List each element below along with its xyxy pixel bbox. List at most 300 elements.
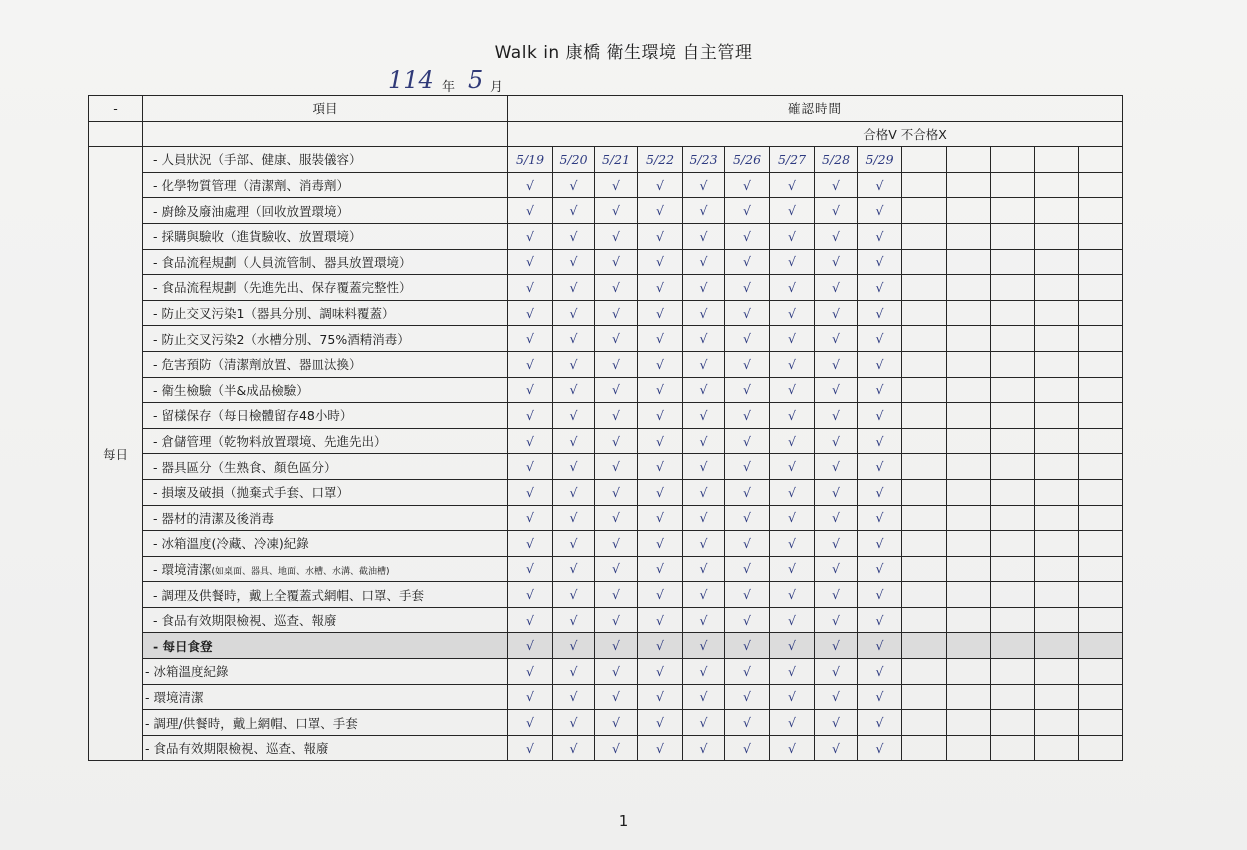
check-mark-cell: √ (638, 275, 683, 301)
empty-check-cell (1035, 326, 1079, 352)
check-mark-cell: √ (683, 582, 725, 608)
check-mark-cell: √ (725, 275, 770, 301)
empty-check-cell (1079, 735, 1123, 761)
empty-check-cell (1079, 556, 1123, 582)
check-mark-cell: √ (508, 735, 553, 761)
empty-check-cell (947, 607, 991, 633)
item-label (143, 556, 508, 582)
month-handwritten: 5 (468, 66, 484, 94)
check-mark-cell: √ (770, 300, 815, 326)
check-mark-cell: √ (595, 454, 638, 480)
empty-check-cell (991, 249, 1035, 275)
check-mark-cell: √ (683, 300, 725, 326)
table-row (89, 454, 1123, 480)
check-mark-cell: √ (815, 659, 858, 685)
check-mark-cell: √ (770, 582, 815, 608)
check-mark-cell: √ (638, 428, 683, 454)
date-cell: 5/20 (553, 147, 595, 173)
empty-check-cell (991, 172, 1035, 198)
check-mark-cell: √ (725, 479, 770, 505)
check-mark-cell: √ (508, 479, 553, 505)
empty-check-cell (902, 428, 947, 454)
check-mark-cell: √ (638, 556, 683, 582)
check-mark-cell: √ (725, 428, 770, 454)
empty-check-cell (947, 351, 991, 377)
table-row (89, 249, 1123, 275)
check-mark-cell: √ (508, 454, 553, 480)
check-mark-cell: √ (770, 735, 815, 761)
check-mark-cell: √ (683, 172, 725, 198)
empty-check-cell (1079, 223, 1123, 249)
check-mark-cell: √ (553, 582, 595, 608)
check-mark-cell: √ (858, 198, 902, 224)
check-mark-cell: √ (683, 223, 725, 249)
check-mark-cell: √ (858, 582, 902, 608)
check-mark-cell: √ (638, 326, 683, 352)
empty-check-cell (947, 249, 991, 275)
empty-check-cell (1035, 300, 1079, 326)
empty-check-cell (902, 454, 947, 480)
check-mark-cell: √ (815, 710, 858, 736)
empty-check-cell (902, 684, 947, 710)
check-mark-cell: √ (815, 172, 858, 198)
check-mark-cell: √ (553, 684, 595, 710)
empty-check-cell (991, 275, 1035, 301)
check-mark-cell: √ (815, 377, 858, 403)
check-mark-cell: √ (683, 710, 725, 736)
check-mark-cell: √ (858, 659, 902, 685)
check-mark-cell: √ (815, 351, 858, 377)
empty-check-cell (902, 275, 947, 301)
empty-check-cell (947, 147, 991, 173)
check-mark-cell: √ (683, 505, 725, 531)
month-label: 月 (490, 80, 504, 95)
empty-check-cell (1079, 198, 1123, 224)
check-mark-cell: √ (858, 735, 902, 761)
empty-check-cell (1035, 479, 1079, 505)
empty-check-cell (902, 735, 947, 761)
check-mark-cell: √ (553, 710, 595, 736)
empty-check-cell (1079, 326, 1123, 352)
check-mark-cell: √ (858, 505, 902, 531)
empty-check-cell (1035, 403, 1079, 429)
empty-check-cell (1079, 275, 1123, 301)
check-mark-cell: √ (770, 351, 815, 377)
category-daily: 每日 (89, 147, 143, 761)
check-mark-cell: √ (508, 633, 553, 659)
check-mark-cell: √ (595, 479, 638, 505)
check-mark-cell: √ (858, 275, 902, 301)
empty-check-cell (1079, 351, 1123, 377)
item-label (143, 147, 508, 173)
empty-check-cell (902, 249, 947, 275)
empty-check-cell (1035, 223, 1079, 249)
empty-check-cell (991, 454, 1035, 480)
empty-check-cell (991, 147, 1035, 173)
table-row (89, 531, 1123, 557)
check-mark-cell: √ (638, 684, 683, 710)
empty-check-cell (991, 198, 1035, 224)
check-mark-cell: √ (683, 403, 725, 429)
empty-check-cell (1035, 556, 1079, 582)
check-mark-cell: √ (553, 198, 595, 224)
item-text: - 冰箱溫度紀錄 (145, 664, 229, 680)
empty-check-cell (1079, 710, 1123, 736)
check-mark-cell: √ (858, 377, 902, 403)
table-row (89, 198, 1123, 224)
empty-check-cell (902, 377, 947, 403)
check-mark-cell: √ (815, 735, 858, 761)
empty-check-cell (947, 659, 991, 685)
item-text: - 防止交叉污染2（水槽分別、75%酒精消毒） (153, 331, 410, 347)
check-mark-cell: √ (683, 351, 725, 377)
item-label (143, 223, 508, 249)
check-mark-cell: √ (638, 223, 683, 249)
check-mark-cell: √ (815, 275, 858, 301)
check-mark-cell: √ (553, 505, 595, 531)
check-mark-cell: √ (508, 223, 553, 249)
empty-check-cell (991, 633, 1035, 659)
check-mark-cell: √ (595, 428, 638, 454)
item-text: - 人員狀況（手部、健康、服裝儀容） (153, 152, 362, 168)
check-mark-cell: √ (858, 531, 902, 557)
check-mark-cell: √ (683, 428, 725, 454)
check-mark-cell: √ (683, 198, 725, 224)
check-mark-cell: √ (683, 531, 725, 557)
item-label (143, 198, 508, 224)
check-mark-cell: √ (858, 556, 902, 582)
empty-check-cell (991, 428, 1035, 454)
check-mark-cell: √ (858, 454, 902, 480)
empty-check-cell (947, 300, 991, 326)
check-mark-cell: √ (815, 300, 858, 326)
empty-check-cell (1079, 633, 1123, 659)
check-mark-cell: √ (553, 531, 595, 557)
check-mark-cell: √ (508, 505, 553, 531)
check-mark-cell: √ (508, 172, 553, 198)
check-mark-cell: √ (595, 531, 638, 557)
check-mark-cell: √ (553, 403, 595, 429)
empty-check-cell (947, 505, 991, 531)
item-label (143, 275, 508, 301)
check-mark-cell: √ (595, 300, 638, 326)
check-mark-cell: √ (595, 275, 638, 301)
check-mark-cell: √ (770, 710, 815, 736)
header-blank (143, 121, 508, 147)
item-label (143, 684, 508, 710)
date-cell: 5/22 (638, 147, 683, 173)
empty-check-cell (947, 172, 991, 198)
check-mark-cell: √ (553, 556, 595, 582)
item-text: - 器材的清潔及後消毒 (153, 510, 274, 526)
check-mark-cell: √ (638, 377, 683, 403)
empty-check-cell (1079, 249, 1123, 275)
empty-check-cell (991, 531, 1035, 557)
empty-check-cell (1035, 249, 1079, 275)
date-cell: 5/21 (595, 147, 638, 173)
table-row (89, 505, 1123, 531)
item-label (143, 377, 508, 403)
check-mark-cell: √ (595, 198, 638, 224)
empty-check-cell (1035, 531, 1079, 557)
check-mark-cell: √ (725, 505, 770, 531)
check-mark-cell: √ (815, 403, 858, 429)
date-cell: 5/28 (815, 147, 858, 173)
check-mark-cell: √ (725, 556, 770, 582)
check-mark-cell: √ (638, 479, 683, 505)
empty-check-cell (902, 531, 947, 557)
empty-check-cell (902, 479, 947, 505)
empty-check-cell (1079, 659, 1123, 685)
item-text: - 食品有效期限檢視、巡查、報廢 (153, 613, 337, 629)
empty-check-cell (991, 582, 1035, 608)
empty-check-cell (1035, 505, 1079, 531)
check-mark-cell: √ (638, 659, 683, 685)
check-mark-cell: √ (683, 454, 725, 480)
check-mark-cell: √ (595, 659, 638, 685)
check-mark-cell: √ (815, 505, 858, 531)
check-mark-cell: √ (815, 249, 858, 275)
empty-check-cell (1035, 710, 1079, 736)
check-mark-cell: √ (595, 326, 638, 352)
empty-check-cell (947, 377, 991, 403)
check-mark-cell: √ (508, 198, 553, 224)
check-mark-cell: √ (725, 531, 770, 557)
empty-check-cell (1035, 198, 1079, 224)
empty-check-cell (991, 684, 1035, 710)
empty-check-cell (902, 300, 947, 326)
check-mark-cell: √ (815, 454, 858, 480)
empty-check-cell (902, 326, 947, 352)
item-text-note: (如桌面、器具、地面、水槽、水溝、截油槽) (211, 566, 390, 577)
item-label (143, 403, 508, 429)
check-mark-cell: √ (553, 428, 595, 454)
empty-check-cell (947, 531, 991, 557)
check-mark-cell: √ (770, 249, 815, 275)
empty-check-cell (902, 403, 947, 429)
check-mark-cell: √ (770, 479, 815, 505)
check-mark-cell: √ (770, 326, 815, 352)
check-mark-cell: √ (770, 377, 815, 403)
item-text: - 化學物質管理（清潔劑、消毒劑） (153, 178, 349, 194)
empty-check-cell (947, 710, 991, 736)
empty-check-cell (1079, 531, 1123, 557)
document-title: Walk in 康橋 衛生環境 自主管理 (494, 43, 753, 63)
empty-check-cell (991, 377, 1035, 403)
check-mark-cell: √ (725, 454, 770, 480)
item-label (143, 505, 508, 531)
check-mark-cell: √ (508, 556, 553, 582)
empty-check-cell (1079, 172, 1123, 198)
item-text: - 食品流程規劃（人員流管制、器具放置環境） (153, 254, 412, 270)
check-mark-cell: √ (595, 556, 638, 582)
table-row (89, 377, 1123, 403)
check-mark-cell: √ (638, 172, 683, 198)
table-row (89, 428, 1123, 454)
empty-check-cell (991, 223, 1035, 249)
item-label (143, 351, 508, 377)
check-mark-cell: √ (553, 351, 595, 377)
item-label (143, 659, 508, 685)
check-mark-cell: √ (725, 377, 770, 403)
table-row (89, 300, 1123, 326)
empty-check-cell (947, 403, 991, 429)
check-mark-cell: √ (725, 326, 770, 352)
check-mark-cell: √ (683, 633, 725, 659)
empty-check-cell (1079, 607, 1123, 633)
empty-check-cell (1035, 454, 1079, 480)
check-mark-cell: √ (553, 275, 595, 301)
check-mark-cell: √ (815, 633, 858, 659)
check-mark-cell: √ (858, 326, 902, 352)
check-mark-cell: √ (683, 735, 725, 761)
empty-check-cell (1079, 403, 1123, 429)
table-row (89, 351, 1123, 377)
empty-check-cell (1079, 479, 1123, 505)
table-row (89, 684, 1123, 710)
item-label (143, 172, 508, 198)
item-label (143, 531, 508, 557)
empty-check-cell (947, 684, 991, 710)
pass-fail-legend: 合格V 不合格X (508, 121, 1123, 147)
page-number: 1 (618, 812, 629, 830)
check-mark-cell: √ (553, 659, 595, 685)
empty-check-cell (1035, 377, 1079, 403)
check-mark-cell: √ (683, 479, 725, 505)
item-text: - 食品流程規劃（先進先出、保存覆蓋完整性） (153, 280, 412, 296)
item-label (143, 249, 508, 275)
check-mark-cell: √ (683, 684, 725, 710)
check-mark-cell: √ (815, 684, 858, 710)
empty-check-cell (1035, 633, 1079, 659)
check-mark-cell: √ (638, 735, 683, 761)
table-row (89, 275, 1123, 301)
empty-check-cell (1035, 172, 1079, 198)
empty-check-cell (947, 633, 991, 659)
empty-check-cell (947, 582, 991, 608)
check-mark-cell: √ (858, 403, 902, 429)
check-mark-cell: √ (553, 454, 595, 480)
check-mark-cell: √ (770, 428, 815, 454)
table-row (89, 147, 1123, 173)
table-row (89, 403, 1123, 429)
check-mark-cell: √ (725, 198, 770, 224)
check-mark-cell: √ (638, 607, 683, 633)
item-text: - 器具區分（生熟食、顏色區分） (153, 459, 337, 475)
empty-check-cell (991, 403, 1035, 429)
item-text: - 冰箱溫度(冷藏、冷凍)紀錄 (153, 536, 309, 552)
empty-check-cell (947, 223, 991, 249)
check-mark-cell: √ (770, 223, 815, 249)
table-row (89, 223, 1123, 249)
check-mark-cell: √ (553, 735, 595, 761)
check-mark-cell: √ (858, 428, 902, 454)
empty-check-cell (1035, 428, 1079, 454)
empty-check-cell (947, 735, 991, 761)
check-mark-cell: √ (683, 249, 725, 275)
table-row (89, 659, 1123, 685)
year-label: 年 (442, 80, 456, 95)
table-row (89, 607, 1123, 633)
check-mark-cell: √ (553, 223, 595, 249)
item-label (143, 454, 508, 480)
table-row (89, 172, 1123, 198)
empty-check-cell (902, 710, 947, 736)
check-mark-cell: √ (725, 223, 770, 249)
empty-check-cell (1035, 607, 1079, 633)
check-mark-cell: √ (770, 198, 815, 224)
table-row (89, 633, 1123, 659)
check-mark-cell: √ (725, 659, 770, 685)
check-mark-cell: √ (725, 582, 770, 608)
check-mark-cell: √ (725, 735, 770, 761)
check-mark-cell: √ (553, 377, 595, 403)
item-label (143, 607, 508, 633)
check-mark-cell: √ (638, 505, 683, 531)
empty-check-cell (1079, 428, 1123, 454)
check-mark-cell: √ (638, 403, 683, 429)
check-mark-cell: √ (595, 351, 638, 377)
check-mark-cell: √ (858, 479, 902, 505)
check-mark-cell: √ (508, 351, 553, 377)
table-row (89, 710, 1123, 736)
check-mark-cell: √ (858, 351, 902, 377)
check-mark-cell: √ (638, 454, 683, 480)
check-mark-cell: √ (508, 710, 553, 736)
item-text: - 調理及供餐時，戴上全覆蓋式網帽、口罩、手套 (153, 587, 424, 603)
check-mark-cell: √ (725, 607, 770, 633)
empty-check-cell (947, 275, 991, 301)
item-label (143, 326, 508, 352)
check-mark-cell: √ (508, 275, 553, 301)
empty-check-cell (1079, 454, 1123, 480)
empty-check-cell (1079, 582, 1123, 608)
checklist-table (88, 95, 1123, 761)
check-mark-cell: √ (508, 403, 553, 429)
empty-check-cell (902, 556, 947, 582)
check-mark-cell: √ (815, 582, 858, 608)
check-mark-cell: √ (553, 607, 595, 633)
check-mark-cell: √ (770, 275, 815, 301)
item-label (143, 582, 508, 608)
empty-check-cell (991, 556, 1035, 582)
check-mark-cell: √ (725, 249, 770, 275)
check-mark-cell: √ (508, 326, 553, 352)
date-cell: 5/23 (683, 147, 725, 173)
empty-check-cell (1035, 659, 1079, 685)
check-mark-cell: √ (770, 556, 815, 582)
item-text: - 廚餘及廢油處理（回收放置環境） (153, 203, 349, 219)
empty-check-cell (947, 556, 991, 582)
check-mark-cell: √ (815, 428, 858, 454)
item-label (143, 300, 508, 326)
item-text: - 環境清潔 (145, 689, 204, 705)
empty-check-cell (1079, 505, 1123, 531)
empty-check-cell (947, 454, 991, 480)
check-mark-cell: √ (553, 249, 595, 275)
check-mark-cell: √ (815, 531, 858, 557)
check-mark-cell: √ (595, 607, 638, 633)
header-confirm-time: 確認時間 (508, 96, 1123, 122)
check-mark-cell: √ (553, 633, 595, 659)
check-mark-cell: √ (770, 659, 815, 685)
item-text: - 衛生檢驗（半&成品檢驗） (153, 382, 309, 398)
empty-check-cell (991, 710, 1035, 736)
check-mark-cell: √ (858, 300, 902, 326)
empty-check-cell (947, 326, 991, 352)
header-blank (89, 121, 143, 147)
table-row (89, 479, 1123, 505)
